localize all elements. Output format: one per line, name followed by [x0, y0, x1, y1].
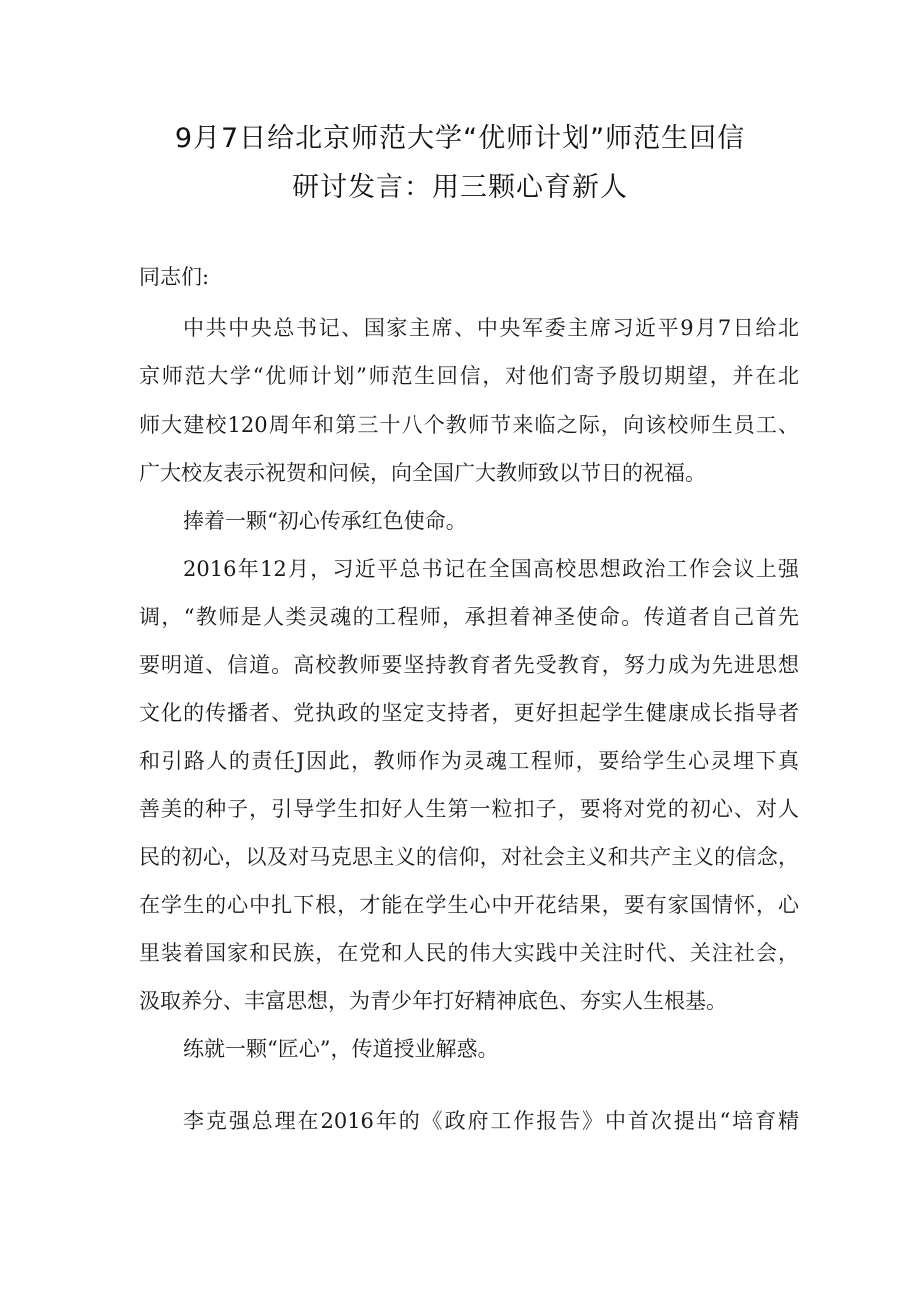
paragraph-line: 善美的种子，引导学生扣好人生第一粒扣子，要将对党的初心、对人: [139, 797, 799, 821]
paragraph-line: 在学生的心中扎下根，才能在学生心中开花结果，要有家国情怀，心: [139, 893, 799, 917]
section-heading: 练就一颗“匠心”，传道授业解惑。: [183, 1037, 499, 1061]
paragraph-line: 广大校友表示祝贺和问候，向全国广大教师致以节日的祝福。: [139, 461, 706, 485]
paragraph-line: 要明道、信道。高校教师要坚持教育者先受教育，努力成为先进思想: [139, 653, 799, 677]
paragraph-line: 2016年12月，习近平总书记在全国高校思想政治工作会议上强: [183, 557, 799, 581]
paragraph-line: 文化的传播者、党执政的坚定支持者，更好担起学生健康成长指导者: [139, 701, 799, 725]
document-subtitle: 研讨发言：用三颗心育新人: [292, 172, 628, 203]
section-heading: 捧着一颗“初心传承红色使命。: [183, 509, 467, 533]
document-title: 9月7日给北京师范大学“优师计划”师范生回信: [174, 123, 746, 154]
paragraph-line: 和引路人的责任J因此，教师作为灵魂工程师，要给学生心灵埋下真: [139, 749, 799, 773]
paragraph-line: 民的初心，以及对马克思主义的信仰，对社会主义和共产主义的信念，: [139, 845, 799, 869]
paragraph-line: 调，“教师是人类灵魂的工程师，承担着神圣使命。传道者自己首先: [139, 605, 799, 629]
paragraph-line: 京师范大学“优师计划”师范生回信，对他们寄予殷切期望，并在北: [139, 364, 799, 388]
paragraph-line: 里装着国家和民族，在党和人民的伟大实践中关注时代、关注社会，: [139, 941, 799, 965]
paragraph-line: 中共中央总书记、国家主席、中央军委主席习近平9月7日给北: [183, 316, 799, 340]
paragraph-line: 汲取养分、丰富思想，为青少年打好精神底色、夯实人生根基。: [139, 989, 727, 1013]
paragraph-line: 师大建校120周年和第三十八个教师节来临之际，向该校师生员工、: [139, 413, 799, 437]
paragraph-line: 李克强总理在2016年的《政府工作报告》中首次提出“培育精: [183, 1109, 799, 1133]
salutation: 同志们:: [139, 265, 210, 289]
